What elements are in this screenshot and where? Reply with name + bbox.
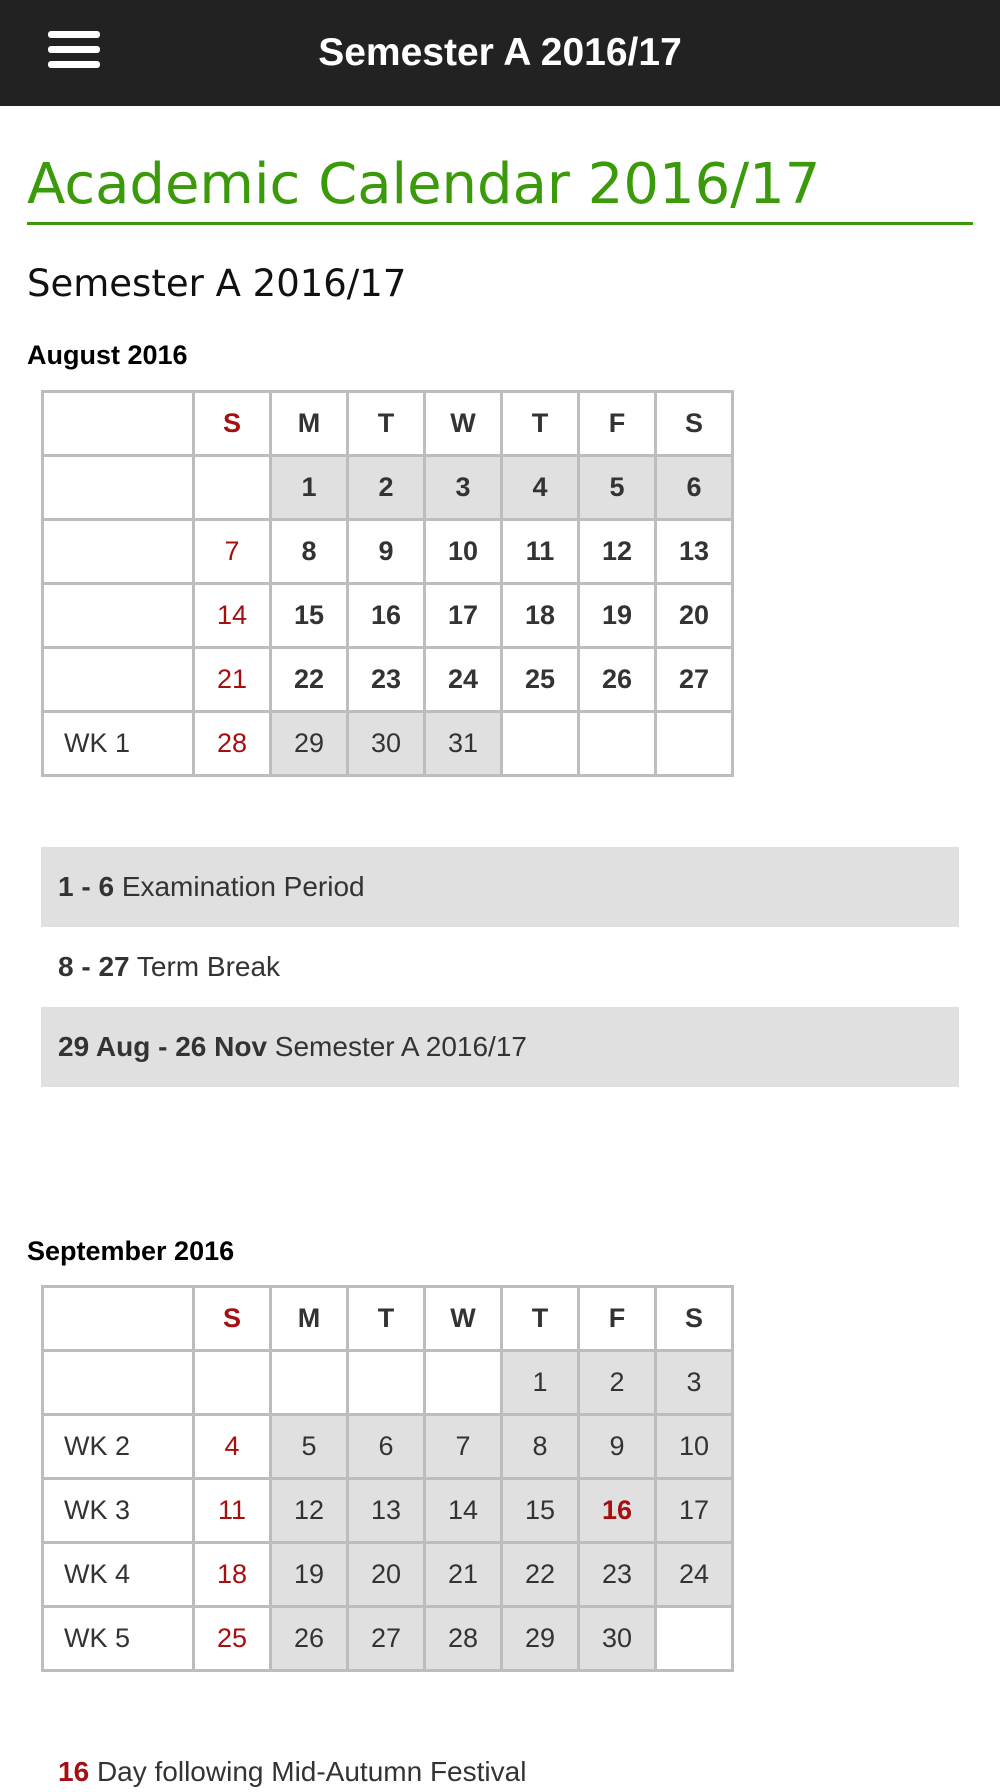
week-row bbox=[43, 1543, 733, 1607]
week-label-cell bbox=[43, 520, 194, 584]
week-label-cell bbox=[43, 392, 194, 456]
weekday-cell: F bbox=[579, 392, 656, 456]
week-row bbox=[43, 520, 733, 584]
holiday-note-day: 16 bbox=[58, 1756, 90, 1787]
day-cell: 20 bbox=[348, 1543, 425, 1607]
day-cell: 7 bbox=[425, 1415, 502, 1479]
legend-item-semester bbox=[41, 1007, 959, 1087]
day-cell: 24 bbox=[656, 1543, 733, 1607]
holiday-note-text: Day following Mid-Autumn Festival bbox=[96, 1756, 527, 1787]
page-title: Academic Calendar 2016/17 bbox=[27, 150, 973, 225]
week-row bbox=[43, 584, 733, 648]
day-cell: 22 bbox=[502, 1543, 579, 1607]
week-label-cell bbox=[43, 456, 194, 520]
day-cell: 31 bbox=[425, 712, 502, 776]
day-cell: 21 bbox=[194, 648, 271, 712]
legend-text: Examination Period bbox=[121, 871, 365, 902]
weekday-cell: T bbox=[348, 392, 425, 456]
page-subtitle: Semester A 2016/17 bbox=[27, 262, 407, 305]
week-label-cell: WK 1 bbox=[43, 712, 194, 776]
day-cell: 25 bbox=[502, 648, 579, 712]
calendar-august bbox=[41, 390, 734, 777]
day-cell bbox=[656, 712, 733, 776]
day-cell: 2 bbox=[579, 1351, 656, 1415]
legend-range: 29 Aug - 26 Nov bbox=[58, 1031, 268, 1062]
day-cell: 18 bbox=[502, 584, 579, 648]
legend-text: Term Break bbox=[136, 951, 281, 982]
day-cell: 23 bbox=[348, 648, 425, 712]
day-cell: 30 bbox=[579, 1607, 656, 1671]
day-cell: 12 bbox=[271, 1479, 348, 1543]
day-cell: 4 bbox=[502, 456, 579, 520]
weekday-cell: T bbox=[502, 392, 579, 456]
day-cell: 14 bbox=[194, 584, 271, 648]
day-cell: 16 bbox=[348, 584, 425, 648]
weekday-cell: S bbox=[194, 1287, 271, 1351]
legend-range: 1 - 6 bbox=[58, 871, 115, 902]
week-row bbox=[43, 1479, 733, 1543]
week-label-cell bbox=[43, 1351, 194, 1415]
top-app-bar bbox=[0, 0, 1000, 106]
day-cell: 11 bbox=[502, 520, 579, 584]
day-cell: 1 bbox=[502, 1351, 579, 1415]
day-cell: 4 bbox=[194, 1415, 271, 1479]
weekday-cell: S bbox=[656, 1287, 733, 1351]
day-cell: 2 bbox=[348, 456, 425, 520]
week-label-cell bbox=[43, 648, 194, 712]
week-row bbox=[43, 456, 733, 520]
legend-text: Semester A 2016/17 bbox=[274, 1031, 527, 1062]
day-cell: 15 bbox=[271, 584, 348, 648]
week-row bbox=[43, 1607, 733, 1671]
day-cell: 25 bbox=[194, 1607, 271, 1671]
weekday-cell: S bbox=[194, 392, 271, 456]
day-cell bbox=[579, 712, 656, 776]
day-cell: 24 bbox=[425, 648, 502, 712]
day-cell: 27 bbox=[348, 1607, 425, 1671]
day-cell: 30 bbox=[348, 712, 425, 776]
weekday-cell: F bbox=[579, 1287, 656, 1351]
weekday-cell: W bbox=[425, 392, 502, 456]
week-row bbox=[43, 712, 733, 776]
day-cell: 29 bbox=[271, 712, 348, 776]
day-cell: 13 bbox=[656, 520, 733, 584]
day-cell: 12 bbox=[579, 520, 656, 584]
day-cell: 10 bbox=[425, 520, 502, 584]
day-cell: 27 bbox=[656, 648, 733, 712]
day-cell bbox=[271, 1351, 348, 1415]
week-row bbox=[43, 1415, 733, 1479]
day-cell bbox=[425, 1351, 502, 1415]
weekday-cell: S bbox=[656, 392, 733, 456]
day-cell: 19 bbox=[271, 1543, 348, 1607]
holiday-day-cell: 16 bbox=[579, 1479, 656, 1543]
day-cell: 8 bbox=[502, 1415, 579, 1479]
day-cell bbox=[348, 1351, 425, 1415]
day-cell: 20 bbox=[656, 584, 733, 648]
day-cell bbox=[502, 712, 579, 776]
day-cell: 15 bbox=[502, 1479, 579, 1543]
day-cell: 21 bbox=[425, 1543, 502, 1607]
day-cell: 26 bbox=[271, 1607, 348, 1671]
day-cell: 13 bbox=[348, 1479, 425, 1543]
week-label-cell: WK 4 bbox=[43, 1543, 194, 1607]
day-cell: 17 bbox=[425, 584, 502, 648]
week-label-cell bbox=[43, 584, 194, 648]
day-cell: 6 bbox=[348, 1415, 425, 1479]
week-row bbox=[43, 648, 733, 712]
week-label-cell: WK 5 bbox=[43, 1607, 194, 1671]
day-cell: 22 bbox=[271, 648, 348, 712]
day-cell: 28 bbox=[194, 712, 271, 776]
day-cell: 9 bbox=[579, 1415, 656, 1479]
day-cell: 3 bbox=[425, 456, 502, 520]
day-cell: 9 bbox=[348, 520, 425, 584]
day-cell: 3 bbox=[656, 1351, 733, 1415]
week-row bbox=[43, 1351, 733, 1415]
day-cell: 10 bbox=[656, 1415, 733, 1479]
weekday-header-row bbox=[43, 392, 733, 456]
weekday-header-row bbox=[43, 1287, 733, 1351]
day-cell: 17 bbox=[656, 1479, 733, 1543]
day-cell: 5 bbox=[271, 1415, 348, 1479]
week-label-cell: WK 2 bbox=[43, 1415, 194, 1479]
day-cell: 26 bbox=[579, 648, 656, 712]
day-cell: 19 bbox=[579, 584, 656, 648]
weekday-cell: W bbox=[425, 1287, 502, 1351]
weekday-cell: T bbox=[502, 1287, 579, 1351]
weekday-cell: T bbox=[348, 1287, 425, 1351]
app-bar-title: Semester A 2016/17 bbox=[318, 31, 682, 74]
legend-item-examination bbox=[41, 847, 959, 927]
day-cell: 29 bbox=[502, 1607, 579, 1671]
weekday-cell: M bbox=[271, 1287, 348, 1351]
legend-range: 8 - 27 bbox=[58, 951, 130, 982]
day-cell: 8 bbox=[271, 520, 348, 584]
holiday-note bbox=[58, 1752, 526, 1792]
day-cell bbox=[194, 1351, 271, 1415]
day-cell: 11 bbox=[194, 1479, 271, 1543]
legend-item-term-break bbox=[41, 927, 959, 1007]
day-cell: 28 bbox=[425, 1607, 502, 1671]
calendar-september bbox=[41, 1285, 734, 1672]
day-cell: 6 bbox=[656, 456, 733, 520]
weekday-cell: M bbox=[271, 392, 348, 456]
day-cell: 7 bbox=[194, 520, 271, 584]
day-cell bbox=[656, 1607, 733, 1671]
day-cell: 5 bbox=[579, 456, 656, 520]
week-label-cell: WK 3 bbox=[43, 1479, 194, 1543]
month-heading-august: August 2016 bbox=[27, 340, 188, 370]
day-cell bbox=[194, 456, 271, 520]
day-cell: 18 bbox=[194, 1543, 271, 1607]
month-heading-september: September 2016 bbox=[27, 1236, 235, 1266]
week-label-cell bbox=[43, 1287, 194, 1351]
day-cell: 1 bbox=[271, 456, 348, 520]
day-cell: 23 bbox=[579, 1543, 656, 1607]
day-cell: 14 bbox=[425, 1479, 502, 1543]
